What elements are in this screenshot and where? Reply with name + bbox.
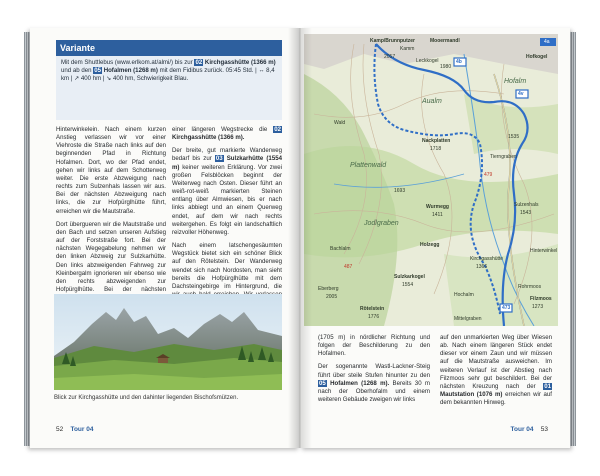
photo-caption: Blick zur Kirchgasshütte und den dahinter liegenden Bischofsmützen. — [54, 395, 239, 401]
waypoint-badge: 02 — [274, 126, 281, 133]
paragraph: einer längeren Wegstrecke die 02 Kirchgasshütte (1366 m). — [172, 126, 281, 142]
open-book — [30, 28, 570, 448]
text-column-3 — [318, 334, 430, 409]
book-gutter — [288, 28, 312, 448]
paragraph: Hinterwinkelein. Nach einem kurzen Anstieg verlassen wir vor einer Viehroste die Straße nach links auf den beginnenden Pfad in Richtung Hofalmen. Dort, wo der Pfad endet, gehen wir links auf dem Schotterweg weiter. Die erste Abzweigung nach rechts zum Sulzenhals lassen wir aus. Bei der nächsten Abzweigung nach links, die zur Hofpürglhütte führt, erreichen wir die Mautstraße. — [56, 126, 166, 215]
variante-text: Mit dem Shuttlebus (www.erlkom.at/almi/) bis zur 02 Kirchgasshütte (1366 m) und ab den 05 Hofalmen (1268 m) mit dem Fidibus zurück. 05:45 Std. | ↔ 8,4 km | ↗ 400 hm | ↘ 400 hm, Schwierigkeit Blau. — [61, 59, 276, 83]
text-column-1 — [56, 126, 166, 315]
text-column-2 — [172, 126, 282, 312]
paragraph: auf den unmarkierten Weg über Wiesen ab. Nach einem längeren Stück endet dieser vor einem Zaun und wir müssen auf die Mautstraße ausweichen. Im weiteren Verlauf ist der Abstieg nach Filzmoos sehr gut beschildert. Bei der nächsten Kreuzung nach der 01 Mautstation (1076 m) erreichen wir auf dem bekannten Hinweg. — [440, 334, 552, 407]
mountain-image — [54, 294, 282, 390]
tour-label: Tour 04 — [510, 426, 534, 433]
paragraph: (1705 m) in nördlicher Richtung und folgen der Beschilderung zu den Hofalmen. — [318, 334, 430, 358]
paragraph: Dort übergueren wir die Mautstraße und den Bach und setzen unseren Aufstieg auf der Forststraße fort. Bei der nächsten Wegegabelung nehmen wir den linken Abzweig zur Sulzkarhütte. Den links abzweigenden Fahrweg zur Kleinbergalm ignorieren wir ebenso wie den rechts abzweigenden zur Hofpürglhütte. Bei der nächsten — [56, 220, 166, 293]
text-column-4 — [440, 334, 552, 412]
page-footer-right — [511, 426, 548, 433]
page-footer-left — [56, 426, 93, 433]
waypoint-badge: 05 — [319, 379, 326, 387]
landscape-photo — [54, 294, 282, 390]
page-number: 52 — [56, 426, 64, 433]
page-edges-right — [570, 32, 576, 446]
tour-label: Tour 04 — [70, 426, 94, 433]
page-number: 53 — [540, 426, 548, 433]
variante-box — [56, 40, 282, 120]
paragraph: Der breite, gut markierte Wanderweg bedarf bis zur 03 Sulzkarhütte (1554 m) keiner weiteren Erklärung. Vor zwei großen Felsblöcken beginnt der Weiterweg nach Osten. Dieser führt an weiß-rot-weiß markierten Steinen entlang über Almwiesen, bis er nach links abbiegt und an einem Querweg endet, auf dem wir nach rechts weitergehen. Es folgt ein landschaftlich reizvoller Höhenweg. — [172, 147, 282, 236]
waypoint-badge: 01 — [544, 382, 551, 390]
right-page — [300, 28, 570, 448]
paragraph: Der sogenannte Wastl-Lackner-Steig führt über steile Stufen hinunter zu den 05 Hofalmen (1268 m). Bereits 30 m nach der Oberhofalm und einem weiteren Gebäude zweigen wir links — [318, 363, 430, 404]
paragraph: Nach einem latschengesäumten Wegstück bietet sich ein schöner Blick auf den Rötelstein. Der Wanderweg wendet sich nach Nordosten, man sieht bereits die Hofpürglhütte mit dem Dachsteingebirge im Hintergrund, die — [172, 242, 282, 307]
variante-title: Variante — [56, 40, 282, 56]
left-page — [30, 28, 300, 448]
waypoint-badge: 03 — [215, 155, 223, 163]
topographic-map: Kamp/Brunnputzer Mooermandl Kamm 2057 Leckkogel 1980 Hofkogel Hofalm 4a 4v 4b Aualm Wald Nackplatten 1718 Plattenwald Tierngraben 1535 1693 Wurmegg 1411 Jodlgraben Sulzenhals 1543 Holzegg Bachlalm Kirchgasshütte 1366 Hinterwinkel Sulzkarkogel 1554 Eberberg 2005 Hochalm Rötelstein 1776 Rohrmoos Filzmoos 1273 Mittelgraben 473 479 487 — [304, 34, 558, 326]
waypoint-badge: 05 — [94, 67, 101, 75]
waypoint-badge: 02 — [195, 59, 203, 66]
